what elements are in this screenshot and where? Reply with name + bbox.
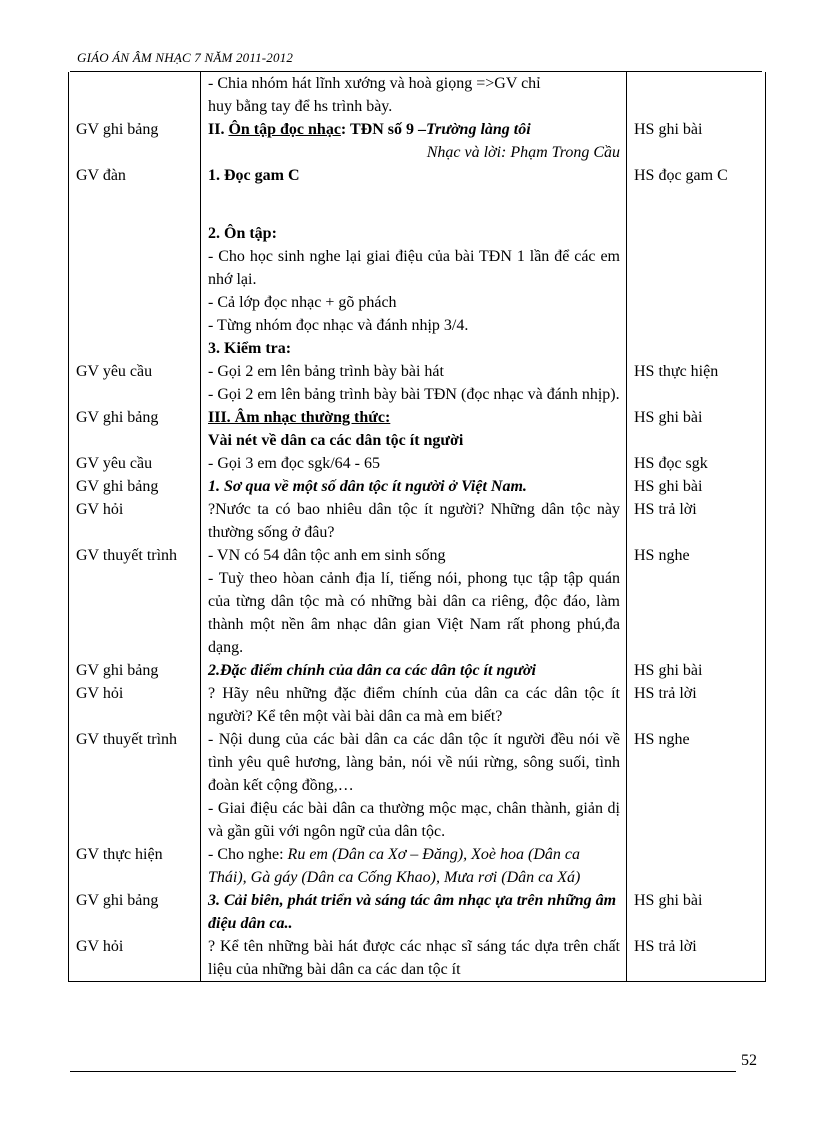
document-header: GIÁO ÁN ÂM NHẠC 7 NĂM 2011-2012 <box>77 50 294 65</box>
teacher-cell: GV yêu cầu <box>69 452 201 475</box>
table-row <box>69 889 766 935</box>
content-cell: ?Nước ta có bao nhiêu dân tộc ít người? Những dân tộc này thường sống ở đâu? <box>201 498 627 544</box>
content-cell: 2. Ôn tập: - Cho học sinh nghe lại giai điệu của bài TĐN 1 lần để các em nhớ lại. - Cả lớp đọc nhạc + gõ phách - Từng nhóm đọc nhạc và đánh nhịp 3/4. <box>201 222 627 337</box>
section-heading: II. Ôn tập đọc nhạc: TĐN số 9 –Trường làng tôi <box>208 121 531 138</box>
table-row <box>69 222 766 337</box>
student-cell <box>627 843 766 889</box>
teacher-cell: GV ghi bảng <box>69 118 201 164</box>
student-cell: HS thực hiện <box>627 337 766 406</box>
student-cell: HS đọc sgk <box>627 452 766 475</box>
teacher-cell: GV ghi bảng <box>69 889 201 935</box>
teacher-cell: GV thuyết trình <box>69 544 201 659</box>
content-cell: - Nội dung của các bài dân ca các dân tộc ít người đều nói về tình yêu quê hương, làng bản, nói về núi rừng, sông suối, tình đoàn kết cộng đồng,… - Giai điệu các bài dân ca thường mộc mạc, chân thành, giản dị và gần gũi với ngôn ngữ của dân tộc. <box>201 728 627 843</box>
content-cell: - Chia nhóm hát lĩnh xướng và hoà giọng =>GV chỉ huy bằng tay để hs trình bày. <box>201 72 627 118</box>
table-row <box>69 118 766 164</box>
content-cell: III. Âm nhạc thường thức: Vài nét về dân ca các dân tộc ít người <box>201 406 627 452</box>
student-cell: HS trả lời <box>627 935 766 982</box>
student-cell: HS nghe <box>627 728 766 843</box>
table-row <box>69 406 766 452</box>
teacher-cell <box>69 222 201 337</box>
content-cell: 1. Đọc gam C <box>201 164 627 222</box>
teacher-cell: GV ghi bảng <box>69 406 201 452</box>
student-cell: HS ghi bài <box>627 659 766 682</box>
student-cell <box>627 72 766 118</box>
content-cell: - VN có 54 dân tộc anh em sinh sống - Tuỳ theo hòan cảnh địa lí, tiếng nói, phong tục tập tập quán của từng dân tộc mà có những bài dân ca riêng, độc đáo, làm thành một nền âm nhạc dân gian Việt Nam rất phong phú,đa dạng. <box>201 544 627 659</box>
teacher-cell: GV đàn <box>69 164 201 222</box>
song-credit: Nhạc và lời: Phạm Trong Cầu <box>426 144 620 161</box>
teacher-cell <box>69 72 201 118</box>
student-cell: HS ghi bài <box>627 889 766 935</box>
teacher-cell: GV ghi bảng <box>69 475 201 498</box>
table-row <box>69 935 766 982</box>
content-cell: ? Kể tên những bài hát được các nhạc sĩ sáng tác dựa trên chất liệu của những bài dân ca các dan tộc ít <box>201 935 627 982</box>
table-row <box>69 843 766 889</box>
table-row <box>69 659 766 682</box>
footer-rule <box>70 1071 736 1072</box>
table-row <box>69 72 766 118</box>
teacher-cell: GV yêu cầu <box>69 337 201 406</box>
page-number: 52 <box>741 1052 757 1069</box>
table-row <box>69 337 766 406</box>
table-row <box>69 164 766 222</box>
student-cell: HS trả lời <box>627 498 766 544</box>
table-row <box>69 544 766 659</box>
content-cell: - Cho nghe: Ru em (Dân ca Xơ – Đăng), Xoè hoa (Dân ca Thái), Gà gáy (Dân ca Cống Khao), Mưa rơi (Dân ca Xá) <box>201 843 627 889</box>
table-row <box>69 452 766 475</box>
student-cell: HS nghe <box>627 544 766 659</box>
student-cell: HS ghi bài <box>627 406 766 452</box>
teacher-cell: GV ghi bảng <box>69 659 201 682</box>
content-cell: 1. Sơ qua về một số dân tộc ít người ở Việt Nam. <box>201 475 627 498</box>
content-cell: 2.Đặc điểm chính của dân ca các dân tộc ít người <box>201 659 627 682</box>
student-cell <box>627 222 766 337</box>
student-cell: HS ghi bài <box>627 475 766 498</box>
teacher-cell: GV hỏi <box>69 498 201 544</box>
table-row <box>69 728 766 843</box>
lesson-plan-table <box>68 72 766 982</box>
content-cell: - Gọi 3 em đọc sgk/64 - 65 <box>201 452 627 475</box>
teacher-cell: GV thuyết trình <box>69 728 201 843</box>
content-cell: ? Hãy nêu những đặc điểm chính của dân ca các dân tộc ít người? Kể tên một vài bài dân ca mà em biết? <box>201 682 627 728</box>
student-cell: HS đọc gam C <box>627 164 766 222</box>
content-cell <box>201 118 627 164</box>
content-cell: 3. Kiểm tra: - Gọi 2 em lên bảng trình bày bài hát - Gọi 2 em lên bảng trình bày bài TĐN (đọc nhạc và đánh nhịp). <box>201 337 627 406</box>
teacher-cell: GV hỏi <box>69 682 201 728</box>
table-row <box>69 475 766 498</box>
student-cell: HS ghi bài <box>627 118 766 164</box>
teacher-cell: GV thực hiện <box>69 843 201 889</box>
student-cell: HS trả lời <box>627 682 766 728</box>
teacher-cell: GV hỏi <box>69 935 201 982</box>
content-cell: 3. Cải biên, phát triển và sáng tác âm nhạc ựa trên những âm điệu dân ca.. <box>201 889 627 935</box>
table-row <box>69 498 766 544</box>
table-row <box>69 682 766 728</box>
